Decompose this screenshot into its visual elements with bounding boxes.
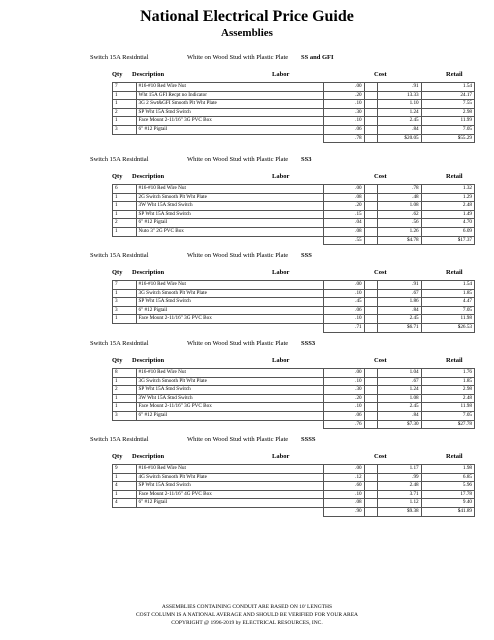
section-category: Switch 15A Residntial (90, 340, 149, 347)
section-header (90, 54, 475, 66)
section-finish: White on Wood Stud with Plastic Plate (187, 156, 289, 163)
spacer-cell (364, 289, 378, 298)
item-description: 4G Switch Smooth Plt Wht Plate (136, 473, 323, 482)
item-description: 3W Wht 15A Stnd Switch (136, 394, 323, 403)
item-retail: 1.32 (421, 185, 474, 194)
item-retail: 7.55 (421, 100, 474, 109)
item-cost: .91 (378, 83, 421, 92)
item-labor: .60 (323, 482, 364, 491)
blank-cell (136, 236, 323, 245)
section-category: Switch 15A Residntial (90, 156, 149, 163)
spacer-cell (364, 185, 378, 194)
item-retail: 11.98 (421, 315, 474, 324)
item-description: Nuto 3" 2G PVC Box (136, 227, 323, 236)
col-labor-header: Labor (272, 173, 290, 180)
item-cost: 1.26 (378, 227, 421, 236)
col-cost-header: Cost (374, 269, 387, 276)
item-qty: 1 (113, 227, 137, 236)
section-code: SSS (301, 252, 312, 259)
item-qty: 1 (113, 100, 137, 109)
spacer-cell (364, 227, 378, 236)
items-table (112, 464, 475, 517)
table-row (113, 219, 475, 228)
item-retail: 4.47 (421, 298, 474, 307)
spacer-cell (364, 369, 378, 378)
spacer-cell (364, 298, 378, 307)
spacer-cell (364, 482, 378, 491)
item-qty: 3 (113, 411, 137, 420)
item-qty: 1 (113, 210, 137, 219)
col-labor-header: Labor (272, 71, 290, 78)
item-cost: .91 (378, 281, 421, 290)
item-retail: 7.05 (421, 411, 474, 420)
section-code: SS3 (301, 156, 312, 163)
item-qty: 3 (113, 298, 137, 307)
item-description: #16-#10 Red Wire Nut (136, 185, 323, 194)
col-qty-header: Qty (112, 357, 123, 364)
item-retail: 7.05 (421, 306, 474, 315)
item-labor: .04 (323, 219, 364, 228)
spacer-cell (364, 117, 378, 126)
table-row (113, 227, 475, 236)
item-retail: 11.98 (421, 403, 474, 412)
item-description: 3G Switch Smooth Plt Wht Plate (136, 377, 323, 386)
item-description: SP Wht 15A Stnd Switch (136, 210, 323, 219)
item-retail: 5.96 (421, 482, 474, 491)
page-title: National Electrical Price Guide (140, 8, 354, 25)
blank-cell (113, 323, 137, 332)
item-description: SP Wht 15A Stnd Switch (136, 298, 323, 307)
total-labor: .55 (323, 236, 364, 245)
item-cost: .84 (378, 411, 421, 420)
table-row (113, 202, 475, 211)
item-cost: .84 (378, 125, 421, 134)
item-retail: 2.48 (421, 202, 474, 211)
col-cost-header: Cost (374, 453, 387, 460)
item-cost: 1.08 (378, 394, 421, 403)
item-retail: 1.49 (421, 210, 474, 219)
section-code: SSSS (301, 436, 316, 443)
spacer-cell (364, 377, 378, 386)
spacer-cell (364, 473, 378, 482)
item-cost: .99 (378, 473, 421, 482)
item-labor: .06 (323, 125, 364, 134)
table-row (113, 490, 475, 499)
items-table (112, 82, 475, 143)
item-labor: .30 (323, 108, 364, 117)
spacer-cell (364, 499, 378, 508)
item-retail: 1.85 (421, 377, 474, 386)
item-qty: 4 (113, 482, 137, 491)
section-finish: White on Wood Stud with Plastic Plate (187, 54, 289, 61)
item-cost: .78 (378, 185, 421, 194)
item-retail: 1.76 (421, 369, 474, 378)
item-description: Face Mount 2-11/16" 3G PVC Box (136, 117, 323, 126)
item-description: SP Wht 15A Stnd Switch (136, 108, 323, 117)
items-table (112, 280, 475, 333)
item-labor: .00 (323, 185, 364, 194)
item-description: 3W Wht 15A Stnd Switch (136, 202, 323, 211)
item-qty: 7 (113, 281, 137, 290)
item-labor: .06 (323, 306, 364, 315)
item-labor: .10 (323, 289, 364, 298)
spacer-cell (364, 420, 378, 429)
item-cost: 1.04 (378, 369, 421, 378)
column-headers (112, 71, 475, 81)
item-cost: .62 (378, 210, 421, 219)
item-retail: 1.54 (421, 83, 474, 92)
spacer-cell (364, 134, 378, 143)
item-labor: .20 (323, 394, 364, 403)
total-row (113, 323, 475, 332)
item-retail: 1.85 (421, 289, 474, 298)
item-labor: .00 (323, 465, 364, 474)
section-code: SS and GFI (301, 54, 334, 61)
item-qty: 1 (113, 315, 137, 324)
item-description: 6" #12 Pigtail (136, 125, 323, 134)
section-category: Switch 15A Residntial (90, 54, 149, 61)
section-finish: White on Wood Stud with Plastic Plate (187, 252, 289, 259)
item-labor: .10 (323, 403, 364, 412)
item-qty: 7 (113, 83, 137, 92)
total-row (113, 134, 475, 143)
item-labor: .15 (323, 210, 364, 219)
item-qty: 1 (113, 91, 137, 100)
blank-cell (113, 507, 137, 516)
col-description-header: Description (132, 357, 165, 364)
item-description: Face Mount 2-11/16" 3G PVC Box (136, 403, 323, 412)
item-description: 2G Switch Smooth Plt Wht Plate (136, 193, 323, 202)
table-row (113, 315, 475, 324)
item-labor: .00 (323, 281, 364, 290)
total-retail: $17.37 (421, 236, 474, 245)
item-qty: 3 (113, 306, 137, 315)
total-row (113, 507, 475, 516)
col-retail-header: Retail (446, 71, 463, 78)
item-labor: .08 (323, 227, 364, 236)
item-retail: 2.98 (421, 108, 474, 117)
item-qty: 3 (113, 125, 137, 134)
table-row (113, 403, 475, 412)
spacer-cell (364, 108, 378, 117)
table-row (113, 117, 475, 126)
item-retail: 1.54 (421, 281, 474, 290)
item-qty: 1 (113, 202, 137, 211)
col-labor-header: Labor (272, 269, 290, 276)
spacer-cell (364, 91, 378, 100)
item-cost: 1.08 (378, 202, 421, 211)
item-labor: .10 (323, 100, 364, 109)
total-retail: $26.53 (421, 323, 474, 332)
col-labor-header: Labor (272, 357, 290, 364)
item-retail: 1.98 (421, 465, 474, 474)
item-retail: 2.98 (421, 386, 474, 395)
table-row (113, 482, 475, 491)
table-row (113, 394, 475, 403)
col-qty-header: Qty (112, 269, 123, 276)
item-qty: 1 (113, 394, 137, 403)
section-header (90, 436, 475, 448)
col-description-header: Description (132, 173, 165, 180)
item-retail: 2.48 (421, 394, 474, 403)
item-labor: .45 (323, 298, 364, 307)
table-row (113, 465, 475, 474)
table-row (113, 289, 475, 298)
item-description: 6" #12 Pigtail (136, 411, 323, 420)
spacer-cell (364, 210, 378, 219)
item-cost: 3.71 (378, 490, 421, 499)
spacer-cell (364, 219, 378, 228)
section-finish: White on Wood Stud with Plastic Plate (187, 436, 289, 443)
blank-cell (113, 236, 137, 245)
spacer-cell (364, 193, 378, 202)
total-labor: .71 (323, 323, 364, 332)
table-row (113, 306, 475, 315)
col-description-header: Description (132, 453, 165, 460)
table-row (113, 377, 475, 386)
table-row (113, 185, 475, 194)
table-row (113, 83, 475, 92)
item-labor: .10 (323, 117, 364, 126)
spacer-cell (364, 236, 378, 245)
item-labor: .00 (323, 83, 364, 92)
table-row (113, 411, 475, 420)
spacer-cell (364, 323, 378, 332)
total-retail: $27.78 (421, 420, 474, 429)
item-labor: .20 (323, 202, 364, 211)
item-cost: 2.45 (378, 315, 421, 324)
total-cost: $6.71 (378, 323, 421, 332)
section-finish: White on Wood Stud with Plastic Plate (187, 340, 289, 347)
item-retail: 24.17 (421, 91, 474, 100)
item-retail: 6.85 (421, 473, 474, 482)
col-retail-header: Retail (446, 357, 463, 364)
blank-cell (136, 134, 323, 143)
column-headers (112, 453, 475, 463)
item-description: 6" #12 Pigtail (136, 306, 323, 315)
col-retail-header: Retail (446, 173, 463, 180)
total-labor: .78 (323, 134, 364, 143)
table-row (113, 473, 475, 482)
blank-cell (136, 323, 323, 332)
col-qty-header: Qty (112, 173, 123, 180)
col-qty-header: Qty (112, 453, 123, 460)
item-labor: .06 (323, 411, 364, 420)
blank-cell (136, 507, 323, 516)
total-labor: .90 (323, 507, 364, 516)
item-cost: 13.33 (378, 91, 421, 100)
items-table (112, 184, 475, 245)
section-code: SSS3 (301, 340, 316, 347)
item-cost: 2.45 (378, 403, 421, 412)
item-description: SP Wht 15A Stnd Switch (136, 386, 323, 395)
item-description: #16-#10 Red Wire Nut (136, 465, 323, 474)
footer-note-conduit: ASSEMBLIES CONTAINING CONDUIT ARE BASED ON 10' LENGTHS (161, 604, 333, 610)
table-row (113, 100, 475, 109)
item-labor: .00 (323, 369, 364, 378)
total-retail: $41.89 (421, 507, 474, 516)
item-labor: .12 (323, 473, 364, 482)
col-description-header: Description (132, 71, 165, 78)
item-cost: .56 (378, 219, 421, 228)
item-description: SP Wht 15A Stnd Switch (136, 482, 323, 491)
item-qty: 1 (113, 117, 137, 126)
col-description-header: Description (132, 269, 165, 276)
spacer-cell (364, 394, 378, 403)
item-qty: 1 (113, 193, 137, 202)
blank-cell (136, 420, 323, 429)
item-description: 3G 2 Swt&GFI Smooth Plt Wht Plate (136, 100, 323, 109)
item-retail: 7.05 (421, 125, 474, 134)
item-description: #16-#10 Red Wire Nut (136, 281, 323, 290)
total-labor: .76 (323, 420, 364, 429)
spacer-cell (364, 490, 378, 499)
col-labor-header: Labor (272, 453, 290, 460)
table-row (113, 210, 475, 219)
item-labor: .10 (323, 490, 364, 499)
item-labor: .20 (323, 91, 364, 100)
spacer-cell (364, 202, 378, 211)
item-retail: 11.99 (421, 117, 474, 126)
item-qty: 2 (113, 386, 137, 395)
item-cost: .67 (378, 289, 421, 298)
item-qty: 6 (113, 185, 137, 194)
total-row (113, 236, 475, 245)
col-cost-header: Cost (374, 71, 387, 78)
item-qty: 2 (113, 108, 137, 117)
item-description: 6" #12 Pigtail (136, 219, 323, 228)
item-labor: .08 (323, 193, 364, 202)
spacer-cell (364, 411, 378, 420)
section-header (90, 156, 475, 168)
blank-cell (113, 420, 137, 429)
table-row (113, 281, 475, 290)
item-retail: 1.29 (421, 193, 474, 202)
total-cost: $4.78 (378, 236, 421, 245)
item-qty: 1 (113, 490, 137, 499)
total-cost: $20.05 (378, 134, 421, 143)
table-row (113, 369, 475, 378)
section-category: Switch 15A Residntial (90, 252, 149, 259)
spacer-cell (364, 125, 378, 134)
table-row (113, 298, 475, 307)
table-row (113, 386, 475, 395)
total-retail: $55.29 (421, 134, 474, 143)
section-header (90, 340, 475, 352)
spacer-cell (364, 281, 378, 290)
item-qty: 4 (113, 499, 137, 508)
item-description: 6" #12 Pigtail (136, 499, 323, 508)
table-row (113, 193, 475, 202)
spacer-cell (364, 315, 378, 324)
item-cost: 1.24 (378, 108, 421, 117)
item-description: #16-#10 Red Wire Nut (136, 83, 323, 92)
col-retail-header: Retail (446, 453, 463, 460)
spacer-cell (364, 386, 378, 395)
table-row (113, 125, 475, 134)
item-cost: .84 (378, 306, 421, 315)
total-cost: $7.30 (378, 420, 421, 429)
table-row (113, 108, 475, 117)
items-table (112, 368, 475, 429)
item-cost: 2.48 (378, 482, 421, 491)
item-cost: 1.86 (378, 298, 421, 307)
item-description: Wht 15A GFI Recpt no Indicator (136, 91, 323, 100)
spacer-cell (364, 100, 378, 109)
item-qty: 8 (113, 369, 137, 378)
item-cost: 1.17 (378, 465, 421, 474)
item-description: #16-#10 Red Wire Nut (136, 369, 323, 378)
item-qty: 1 (113, 403, 137, 412)
section-header (90, 252, 475, 264)
item-description: Face Mount 2-11/16" 3G PVC Box (136, 315, 323, 324)
col-retail-header: Retail (446, 269, 463, 276)
item-cost: 1.24 (378, 386, 421, 395)
total-cost: $9.38 (378, 507, 421, 516)
item-labor: .10 (323, 377, 364, 386)
item-retail: 17.78 (421, 490, 474, 499)
footer-copyright: COPYRIGHT @ 1996-2019 by ELECTRICAL RESOURCES, INC. (171, 620, 323, 626)
spacer-cell (364, 507, 378, 516)
col-qty-header: Qty (112, 71, 123, 78)
item-labor: .30 (323, 386, 364, 395)
item-cost: .48 (378, 193, 421, 202)
item-retail: 6.09 (421, 227, 474, 236)
item-qty: 2 (113, 219, 137, 228)
blank-cell (113, 134, 137, 143)
item-cost: 1.12 (378, 499, 421, 508)
spacer-cell (364, 83, 378, 92)
col-cost-header: Cost (374, 357, 387, 364)
table-row (113, 91, 475, 100)
item-qty: 1 (113, 473, 137, 482)
item-retail: 9.40 (421, 499, 474, 508)
spacer-cell (364, 403, 378, 412)
page-subtitle: Assemblies (221, 27, 273, 39)
column-headers (112, 269, 475, 279)
item-qty: 1 (113, 289, 137, 298)
spacer-cell (364, 306, 378, 315)
column-headers (112, 357, 475, 367)
item-description: 3G Switch Smooth Plt Wht Plate (136, 289, 323, 298)
item-labor: .08 (323, 499, 364, 508)
item-qty: 9 (113, 465, 137, 474)
item-retail: 4.70 (421, 219, 474, 228)
col-cost-header: Cost (374, 173, 387, 180)
footer-note-cost: COST COLUMN IS A NATIONAL AVERAGE AND SHOULD BE VERIFIED FOR YOUR AREA (135, 612, 359, 618)
item-cost: 1.10 (378, 100, 421, 109)
spacer-cell (364, 465, 378, 474)
section-category: Switch 15A Residntial (90, 436, 149, 443)
item-description: Face Mount 2-11/16" 4G PVC Box (136, 490, 323, 499)
item-cost: .67 (378, 377, 421, 386)
item-qty: 1 (113, 377, 137, 386)
table-row (113, 499, 475, 508)
item-labor: .10 (323, 315, 364, 324)
column-headers (112, 173, 475, 183)
item-cost: 2.45 (378, 117, 421, 126)
total-row (113, 420, 475, 429)
